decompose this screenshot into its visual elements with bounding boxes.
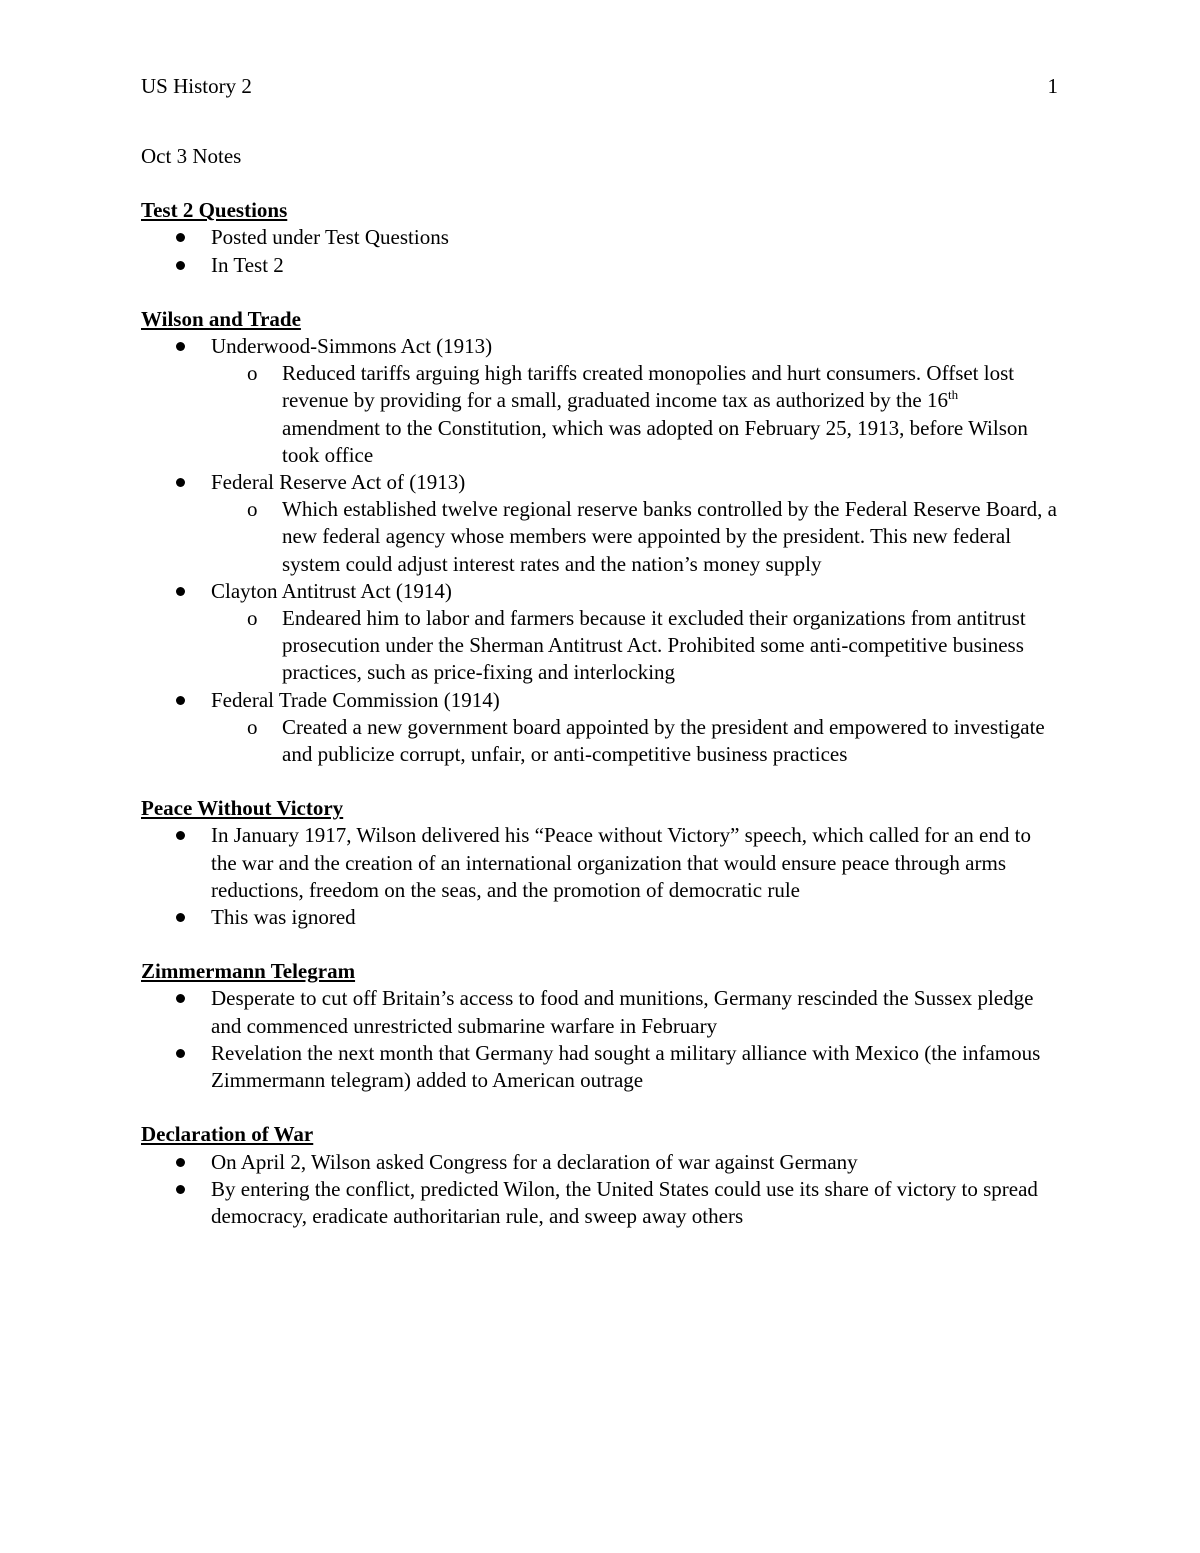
bullet-list	[141, 1149, 1061, 1231]
page-number: 1	[1047, 74, 1058, 98]
section-test-2-questions	[141, 197, 1061, 279]
bullet-list	[141, 985, 1061, 1094]
bullet-text: Desperate to cut off Britain’s access to food and munitions, Germany rescinded the Sussex pledge and commenced unrestricted submarine warfare in February	[211, 986, 1034, 1038]
bullet-item	[141, 224, 1061, 251]
sub-bullet-item	[282, 496, 1061, 578]
bullet-text: Posted under Test Questions	[211, 225, 449, 250]
bullet-list	[141, 333, 1061, 768]
sub-bullet-text: amendment to the Constitution, which was adopted on February 25, 1913, before Wilson took office	[282, 415, 1028, 467]
sub-bullet-text: Created a new government board appointed by the president and empowered to investigate and publicize corrupt, unfair, or anti-competitive business practices	[282, 714, 1045, 767]
sub-bullet-item	[282, 714, 1061, 768]
bullet-list	[141, 822, 1061, 931]
bullet-item	[141, 252, 1061, 279]
bullet-text: Federal Trade Commission (1914)	[211, 687, 500, 712]
bullet-item	[141, 469, 1061, 578]
superscript-ordinal: th	[947, 387, 959, 403]
bullet-text: Revelation the next month that Germany had sought a military alliance with Mexico (the infamous Zimmermann telegram) added to American outrage	[211, 1040, 1041, 1093]
section-zimmermann-telegram	[141, 958, 1061, 1094]
bullet-list	[141, 224, 1061, 278]
section-heading: Test 2 Questions	[141, 198, 288, 223]
bullet-text: By entering the conflict, predicted Wilon, the United States could use its share of victory to spread democracy, eradicate authoritarian rule, and sweep away others	[211, 1176, 1038, 1228]
sub-bullet-text: Which established twelve regional reserve banks controlled by the Federal Reserve Board, a new federal agency whose members were appointed by the president. This new federal system could adjust interest rates and the nation’s money supply	[282, 497, 1057, 576]
section-heading: Zimmermann Telegram	[141, 959, 356, 984]
bullet-text: Underwood-Simmons Act (1913)	[211, 334, 493, 359]
sub-bullet-item	[282, 605, 1061, 687]
bullet-item	[141, 904, 1061, 931]
bullet-item	[141, 822, 1061, 904]
sub-bullet-text: Endeared him to labor and farmers because it excluded their organizations from antitrust prosecution under the Sherman Antitrust Act. Prohibited some anti-competitive business practices, such as price-fixing and interlocking	[282, 606, 1026, 685]
bullet-text: Federal Reserve Act of (1913)	[211, 470, 466, 495]
bullet-text: On April 2, Wilson asked Congress for a declaration of war against Germany	[211, 1149, 858, 1174]
bullet-item	[141, 1040, 1061, 1094]
running-header: US History 2	[141, 74, 252, 98]
bullet-item	[141, 985, 1061, 1039]
section-heading: Declaration of War	[141, 1122, 314, 1147]
bullet-item	[141, 1149, 1061, 1176]
section-peace-without-victory	[141, 795, 1061, 931]
section-wilson-and-trade	[141, 306, 1061, 768]
bullet-item	[141, 333, 1061, 469]
section-heading: Peace Without Victory	[141, 796, 344, 821]
bullet-item	[141, 687, 1061, 769]
bullet-text: In January 1917, Wilson delivered his “Peace without Victory” speech, which called for an end to the war and the creation of an international organization that would ensure peace through arms reductions, freedom on the seas, and the promotion of democratic rule	[211, 823, 1031, 902]
bullet-item	[141, 1176, 1061, 1230]
bullet-text: Clayton Antitrust Act (1914)	[211, 578, 452, 603]
sub-bullet-list	[211, 360, 1061, 469]
bullet-text: This was ignored	[211, 905, 356, 930]
document-title: Oct 3 Notes	[141, 144, 242, 168]
sub-bullet-list	[211, 496, 1061, 578]
sub-bullet-text: Reduced tariffs arguing high tariffs created monopolies and hurt consumers. Offset lost revenue by providing for a small, graduated income tax as authorized by the 16	[282, 361, 1015, 413]
bullet-item	[141, 578, 1061, 687]
section-declaration-of-war	[141, 1121, 1061, 1230]
bullet-text: In Test 2	[211, 252, 284, 277]
sub-bullet-item	[282, 360, 1061, 469]
sub-bullet-list	[211, 605, 1061, 687]
notes-body	[141, 143, 1061, 1257]
section-heading: Wilson and Trade	[141, 306, 301, 331]
sub-bullet-list	[211, 714, 1061, 768]
